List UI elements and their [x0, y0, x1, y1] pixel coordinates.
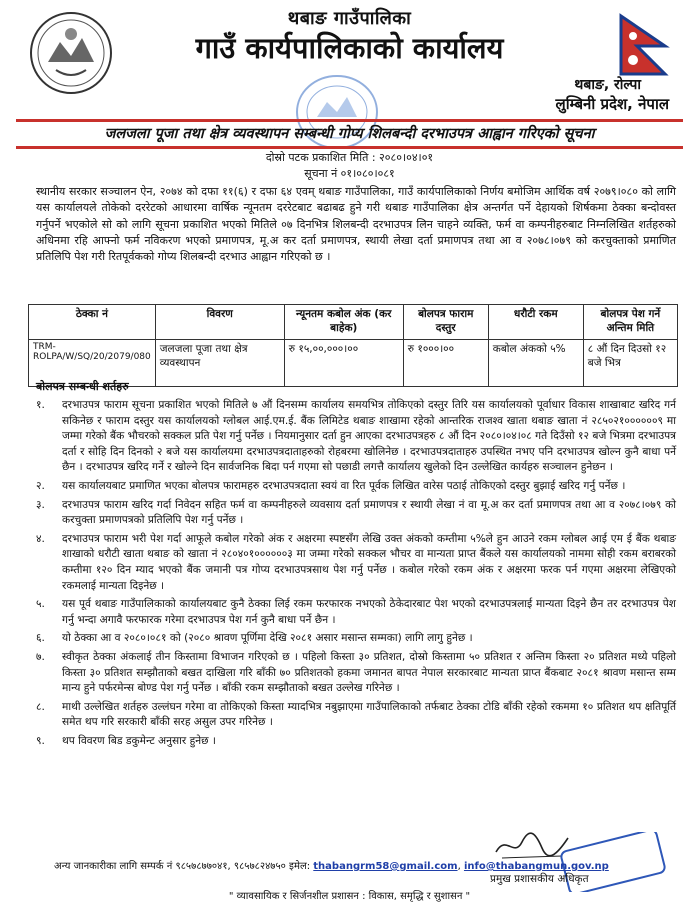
term-number: ९. — [36, 734, 45, 747]
term-number: ६. — [36, 632, 45, 645]
term-text: यो ठेक्का आ व २०८०।०८१ को (२०८० श्रावण पूर्णिमा देखि २०८१ असार मसान्त सम्मका) लागि लागु हुनेछ । — [62, 632, 473, 645]
contact-prefix: अन्य जानकारीका लागि सम्पर्क नं ९८५७८७७०४१, ९८५७८२४७५० इमेल: — [54, 861, 311, 872]
email-link-1[interactable]: thabangrm58@gmail.com — [313, 861, 458, 872]
signatory-title: प्रमुख प्रशासकीय अधिकृत — [490, 873, 589, 885]
cell-form-fee: रु १०००।०० — [403, 340, 488, 387]
list-item — [36, 597, 676, 628]
list-item — [36, 498, 676, 529]
term-number: ७. — [36, 650, 45, 663]
notice-title: जलजला पूजा तथा क्षेत्र व्यवस्थापन सम्बन्धी गोप्य शिलबन्दी दरभाउपत्र आह्वान गरिएको सूचना — [104, 126, 595, 142]
term-text: यस कार्यालयबाट प्रमाणित भएका बोलपत्र फारामहरु दरभाउपत्रदाता स्वयं वा रित पूर्वक लिखित वारेस पठाई तोकिएको दस्तुर बुझाई खरिद गर्नु पर्नेछ । — [62, 479, 626, 492]
term-number: ८. — [36, 700, 45, 713]
list-item — [36, 631, 676, 647]
email-link-2[interactable]: info@thabangmun.gov.np — [463, 861, 609, 872]
notice-number: सूचना नं ०१।०८०।०८१ — [304, 167, 395, 180]
letterhead — [0, 0, 699, 120]
col-description: विवरण — [155, 305, 284, 340]
term-text: दरभाउपत्र फाराम सूचना प्रकाशित भएको मितिले ७ औं दिनसम्म कार्यालय समयभित्र तोकिएको दस्तुर तिरि यस कार्यालयको पूर्वाधार विकास शाखाबाट खरिद गर्न सकिनेछ र फाराम दस्तुर यस कार्यालयको ग्लोबल आई.एम.ई. बैंक लिमिटेड थबाङ शाखामा रहेको आन्तरिक राजश्व खाता थबाङ खाता नं २८५०२१००००००९ मा जम्मा गरेको बैंक भौचरको सक्कल प्रति पेश गर्नु पर्नेछ । नियमानुसार दर्ता हुन आएका दरभाउपत्रहरु ८ औं दिन २०८०।०४।०८ गते दिउँसो १२ बजे भित्रमा दरभाउपत्र दर्ता र सोहि दिन दिनको २ बजे यस कार्यालयमा दरभाउपत्रदाताहरुको रोहबरमा खोलिनेछ । दरभाउपत्रदाताहरु उपस्थित नभए पनि दरभाउपत्र खोल्न कुनै बाधा पर्ने छैन । दरभाउपत्र खरिद गर्ने र खोल्ने दिन सार्वजनिक बिदा पर्न गएमा सो पछाडी लगत्तै कार्यालय खुलेको दिन उल्लेखित कार्यहरु सञ्चालन हुनेछन । — [62, 399, 676, 474]
list-item — [36, 700, 676, 731]
term-text: स्वीकृत ठेक्का अंकलाई तीन किस्तामा विभाजन गरिएको छ । पहिलो किस्ता ३० प्रतिशत, दोस्रो किस्तामा ५० प्रतिशत र अन्तिम किस्ता २० प्रतिशत मध्ये पहिलो किस्ता ३० प्रतिशत सम्झौताको बखत दाखिला गरि बाँकी ७० प्रतिशतको हकमा जमानत बापत नेपाल सरकारबाट मान्यता प्राप्त बैंकबाट २०८१ श्रावण मसान्त सम्म मान्य हुने पर्फरमेन्स बोण्ड पेश गर्नु पर्नेछ । बाँकी रकम सम्झौताको बखत उल्लेख गरिनेछ । — [62, 650, 676, 695]
term-number: ५. — [36, 598, 45, 611]
cell-deposit: कबोल अंकको ५% — [488, 340, 583, 387]
address-line-2: लुम्बिनी प्रदेश, नेपाल — [555, 95, 669, 113]
term-number: १. — [36, 399, 45, 411]
footer-slogan: " व्यावसायिक र सिर्जनशील प्रशासन : विकास, समृद्धि र सुशासन " — [228, 891, 471, 902]
term-text: माथी उल्लेखित शर्तहरु उल्लंघन गरेमा वा तोकिएको किस्ता म्यादभित्र नबुझाएमा गाउँपालिकाको तर्फबाट ठेक्का टोडि बाँकी रहेको रकममा १० प्रतिशत थप क्षतिपूर्ति समेत थप गरि सरकारी बाँकी सरह असुल उपर गरिनेछ । — [62, 700, 676, 729]
cell-deadline: ८ औं दिन दिउसो १२ बजे भित्र — [583, 340, 677, 387]
published-date: दोस्रो पटक प्रकाशित मिति : २०८०।०४।०१ — [265, 151, 434, 164]
term-number: ४. — [36, 532, 45, 545]
cell-contract-no: TRM-ROLPA/W/SQ/20/2079/080 — [29, 340, 156, 387]
intro-paragraph: स्थानीय सरकार सञ्चालन ऐन, २०७४ को दफा ११(६) र दफा ६४ एवम् थबाङ गाउँपालिका, गाउँ कार्यपालिकाको निर्णय बमोजिम आर्थिक वर्ष २०७९।०८० को लागि यस कार्यालयले तोकेको दररेटको आधारमा वार्षिक न्यूनतम दररेटबाट बढाबढ हुने गरी थबाङ गाउँपालिका क्षेत्र अन्तर्गत पर्ने देहायको शिर्षकमा ठेक्का बन्दोवस्त गर्नुपर्ने भएकोले सो को लागि सूचना प्रकाशित भएको मितिले ०७ दिनभित्र शिलबन्दी दरभाउपत्र लिन चाहने व्यक्ति, फर्म वा कम्पनीहरुबाट निम्नलिखित शर्तहरुको अधिनमा रहि आफ्नो फर्म नविकरण भएको प्रमाणपत्र, मू.अ कर दर्ता प्रमाणपत्र, स्थायी लेखा दर्ता प्रमाणपत्र तथा आ व २०७८।०७९ को करचुक्ताको प्रमाणित प्रतिलिपि पेश गरी रितपूर्वकको गोप्य शिलबन्दी दरभाउ आह्वान गरिएको छ । — [36, 185, 676, 264]
terms-list — [36, 398, 676, 752]
address-line-1: थबाङ, रोल्पा — [574, 77, 641, 93]
list-item — [36, 398, 676, 476]
col-contract-no: ठेक्का नं — [29, 305, 156, 340]
col-deposit: धरौटी रकम — [488, 305, 583, 340]
cell-description: जलजला पूजा तथा क्षेत्र व्यवस्थापन — [155, 340, 284, 387]
terms-heading: बोलपत्र सम्बन्धी शर्तहरु — [36, 380, 129, 393]
office-name: गाउँ कार्यपालिकाको कार्यालय — [195, 31, 504, 65]
table-header-row — [29, 305, 678, 340]
list-item — [36, 650, 676, 697]
term-text: दरभाउपत्र फाराम भरी पेश गर्दा आफूले कबोल गरेको अंक र अक्षरमा स्पष्टसँग लेखि उक्त अंकको कम्तीमा ५%ले हुन आउने रकम ग्लोबल आई एम ई बैंक थबाङ शाखाको धरौटी खाता थबाङ को खाता नं २८०४०१००००००३ मा जम्मा गरेको सक्कल भौचर वा मान्यता प्राप्त बैंकले यस कार्यालयको नाममा सोही रकम बराबरको कम्तीमा १२० दिन म्याद भएको बैंक जमानी पत्र गोप्य दरभाउपत्रसाथ पेश गर्नु पर्नेछ । कबोल गरेको रकम अंक र अक्षरमा फरक पर्न गएमा अक्षरमा लेखिएको रकमलाई मान्यता दिइनेछ । — [62, 532, 676, 592]
term-text: यस पूर्व थबाङ गाउँपालिकाको कार्यालयबाट कुनै ठेक्का लिई रकम फरफारक नभएको ठेकेदारबाट पेश भएको दरभाउपत्रलाई मान्यता दिइने छैन तर दरभाउपत्र पेश गर्नु भन्दा अगावै फरफारक गरेमा दरभाउपत्र पेश गर्न कुनै बाधा पर्ने छैन । — [62, 598, 676, 626]
term-number: २. — [36, 479, 45, 492]
municipality-name: थबाङ गाउँपालिका — [287, 8, 412, 29]
contract-table — [28, 304, 678, 387]
header-rule-top — [16, 119, 683, 122]
nepal-flag-icon — [607, 12, 677, 78]
list-item — [36, 479, 676, 495]
col-min-bid: न्यूनतम कबोल अंक (कर बाहेक) — [284, 305, 403, 340]
col-deadline: बोलपत्र पेश गर्ने अन्तिम मिति — [583, 305, 677, 340]
header-rule-bottom — [16, 146, 683, 149]
term-number: ३. — [36, 498, 45, 511]
list-item — [36, 734, 676, 750]
cell-min-bid: रु १५,००,०००।०० — [284, 340, 403, 387]
term-text: थप विवरण बिड डकुमेन्ट अनुसार हुनेछ । — [62, 734, 216, 747]
contact-line: अन्य जानकारीका लागि सम्पर्क नं ९८५७८७७०४१, ९८५७८२४७५० इमेल: thabangrm58@gmail.com, info@thabangmun.gov.np — [54, 861, 609, 872]
list-item — [36, 532, 676, 594]
term-text: दरभाउपत्र फाराम खरिद गर्दा निवेदन सहित फर्म वा कम्पनीहरुले व्यवसाय दर्ता प्रमाणपत्र र स्थायी लेखा नं वा मू.अ कर दर्ता प्रमाणपत्र तथा आ व २०७८।०७९ को करचुक्ता प्रमाणपत्रको प्रतिलिपि पेश गर्नु पर्नेछ । — [62, 498, 676, 527]
col-form-fee: बोलपत्र फाराम दस्तुर — [403, 305, 488, 340]
